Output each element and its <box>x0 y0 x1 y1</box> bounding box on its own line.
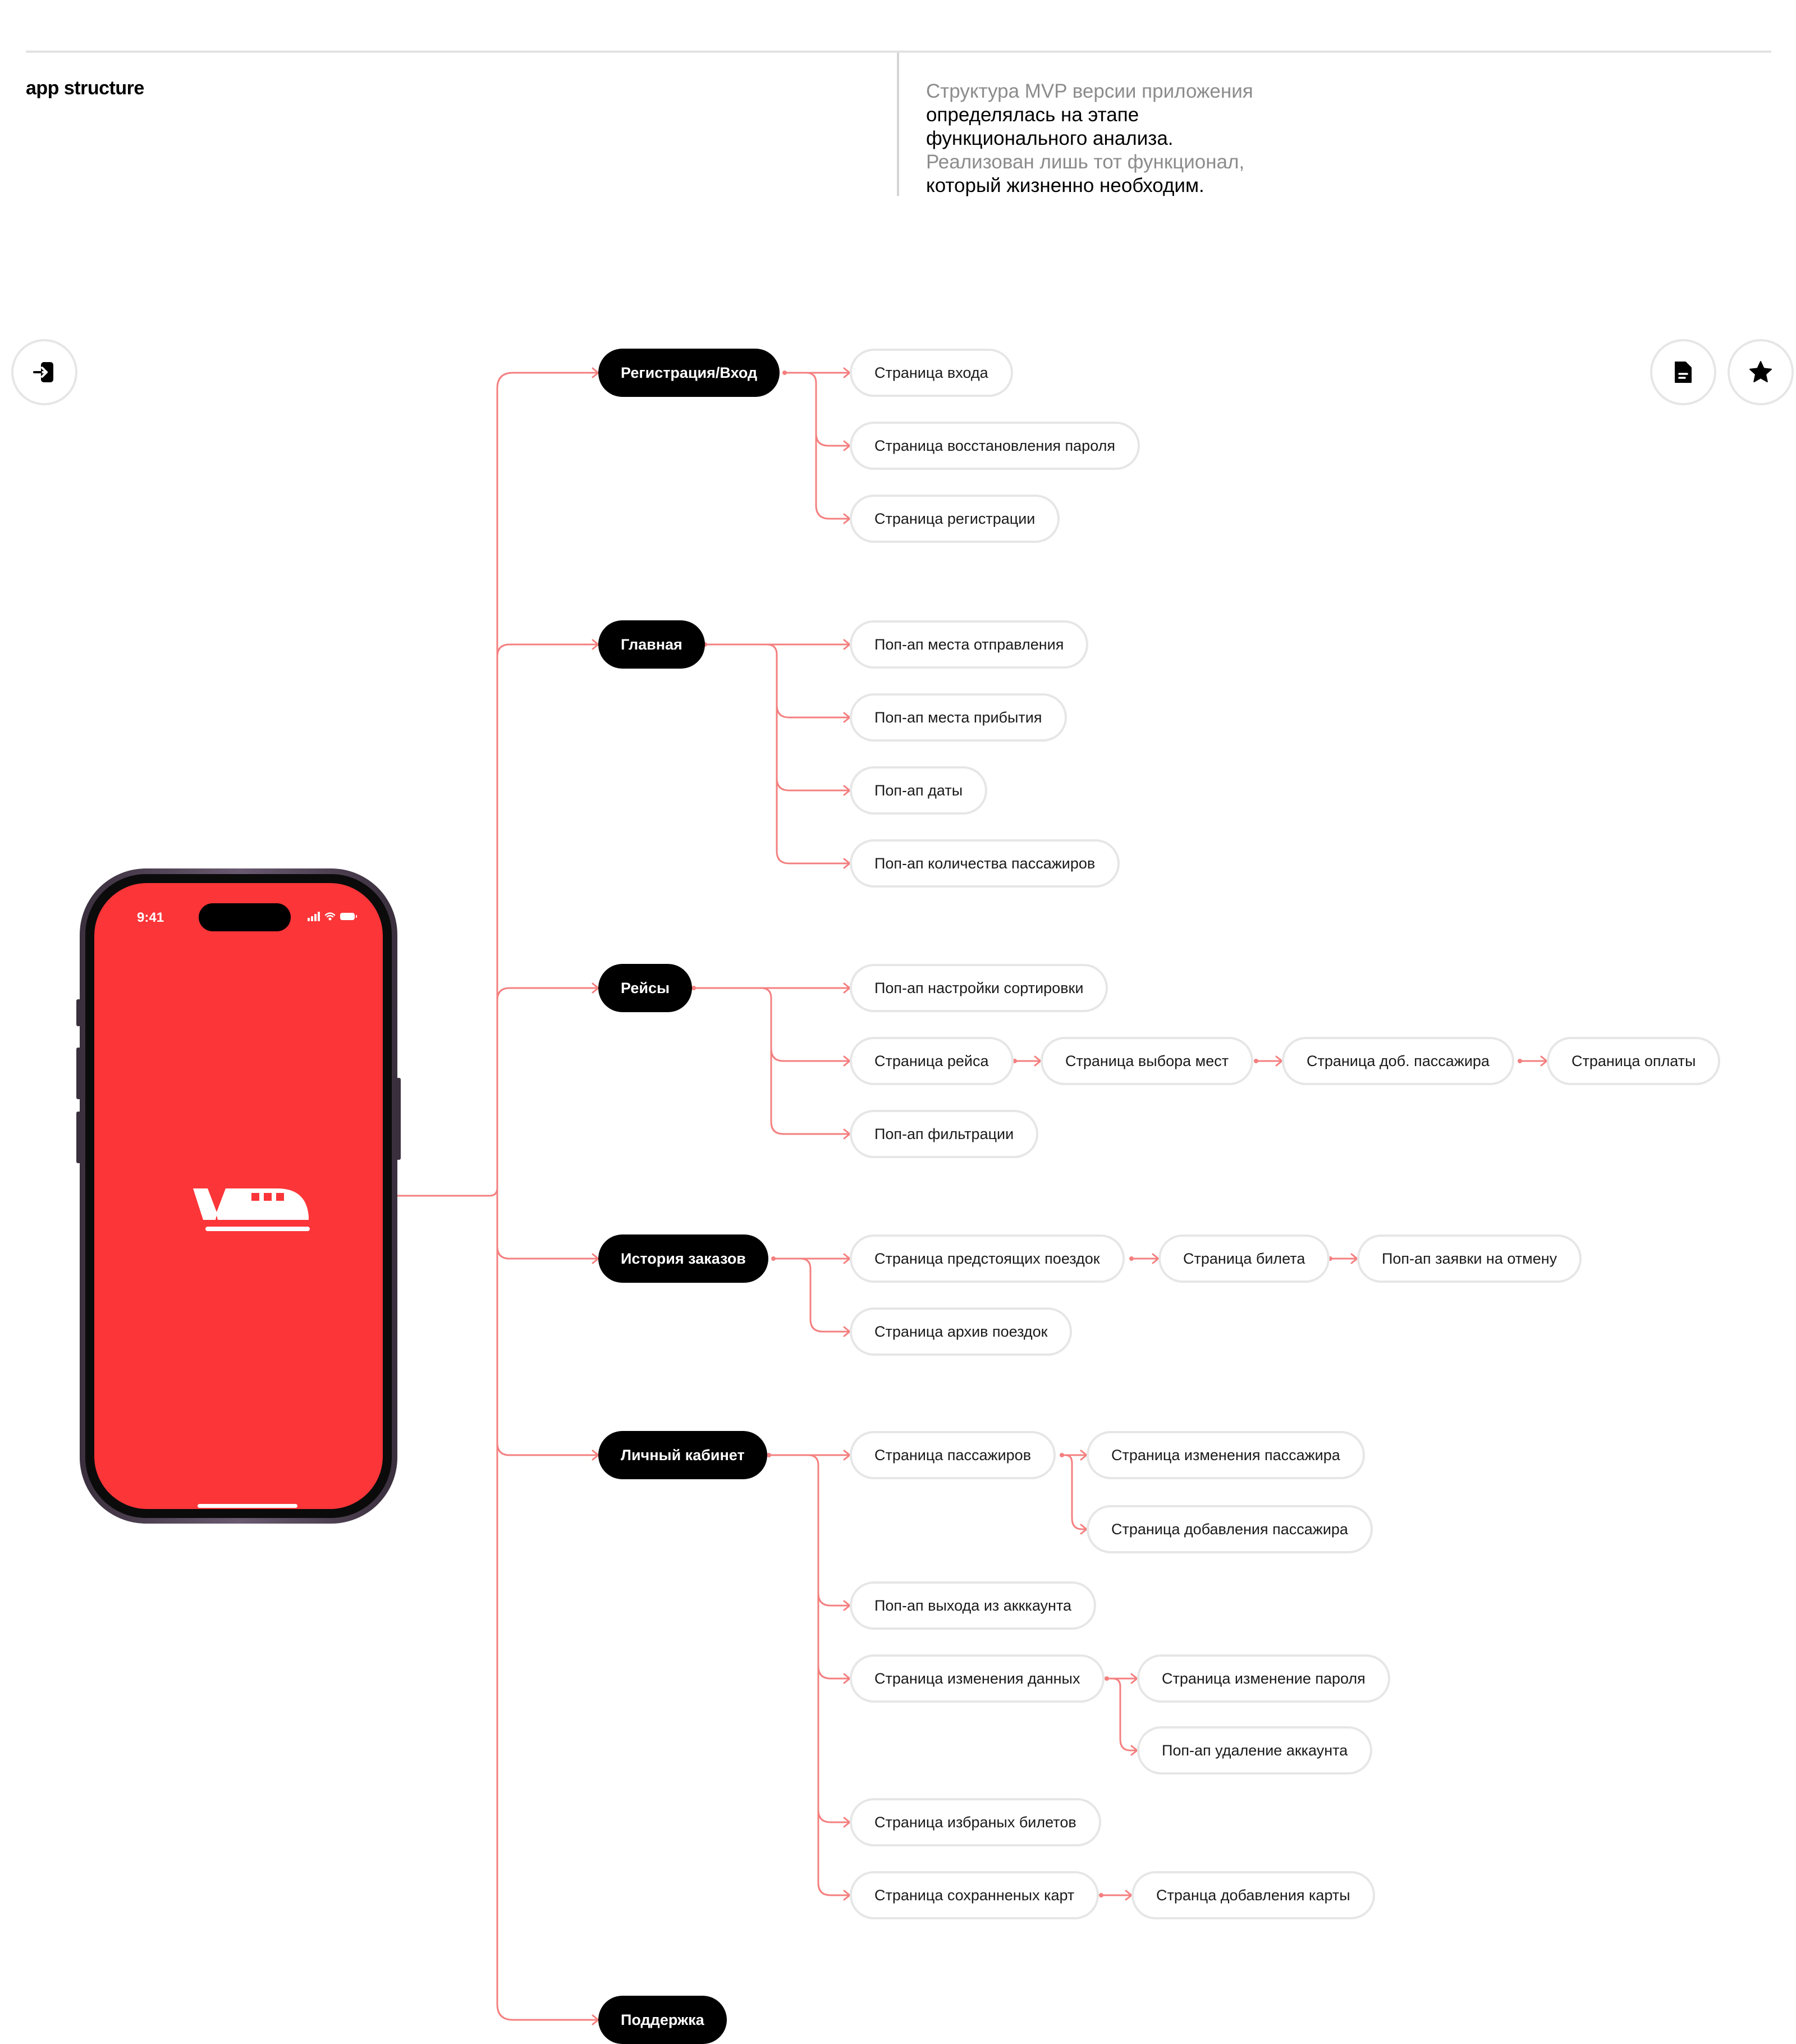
category-support[interactable]: Поддержка <box>598 1996 727 2044</box>
page-edit-data[interactable]: Страница изменения данных <box>850 1654 1105 1703</box>
page-password-recovery[interactable]: Страница восстановления пароля <box>850 422 1140 470</box>
phone-screen <box>94 883 383 1509</box>
status-icons <box>308 910 358 922</box>
connector-account <box>497 1443 598 1455</box>
popup-sorting[interactable]: Поп-ап настройки сортировки <box>850 964 1108 1012</box>
page-login[interactable]: Страница входа <box>850 349 1013 397</box>
intro-line: Реализован лишь тот функционал, <box>926 151 1245 173</box>
page-payment[interactable]: Страница оплаты <box>1547 1037 1720 1085</box>
connector-trunk <box>497 373 598 1196</box>
page-saved-cards[interactable]: Страница сохранненых карт <box>850 1871 1099 1919</box>
login-icon[interactable] <box>11 339 77 405</box>
page-edit-passenger[interactable]: Страница изменения пассажира <box>1087 1431 1365 1479</box>
train-logo-icon <box>193 1186 311 1237</box>
category-orders[interactable]: История заказов <box>598 1234 768 1283</box>
intro-line: Структура MVP версии приложения <box>926 80 1253 102</box>
category-auth[interactable]: Регистрация/Вход <box>598 349 780 397</box>
page-add-card[interactable]: Странца добавления карты <box>1131 1871 1375 1919</box>
page-ticket[interactable]: Страница билета <box>1158 1234 1330 1283</box>
popup-arrival[interactable]: Поп-ап места прибытия <box>850 693 1067 742</box>
page-title: app structure <box>26 77 144 99</box>
popup-logout[interactable]: Поп-ап выхода из акккаунта <box>850 1581 1096 1630</box>
page-change-password[interactable]: Страница изменение пароля <box>1137 1654 1390 1703</box>
intro-line: который жизненно необходим. <box>926 175 1204 196</box>
dynamic-island <box>199 903 291 931</box>
connector-orders <box>497 1246 598 1259</box>
category-main[interactable]: Главная <box>598 620 705 669</box>
popup-departure[interactable]: Поп-ап места отправления <box>850 620 1088 669</box>
category-trips[interactable]: Рейсы <box>598 964 692 1012</box>
connector-auth <box>784 373 850 519</box>
page-trip-archive[interactable]: Страница архив поездок <box>850 1307 1072 1356</box>
popup-passenger-count[interactable]: Поп-ап количества пассажиров <box>850 839 1120 888</box>
connector-trips <box>497 988 598 1000</box>
popup-delete-account[interactable]: Поп-ап удаление аккаунта <box>1137 1726 1372 1775</box>
page-passengers[interactable]: Страница пассажиров <box>850 1431 1056 1479</box>
popup-cancel-request[interactable]: Поп-ап заявки на отмену <box>1357 1234 1582 1283</box>
document-icon[interactable] <box>1650 339 1716 405</box>
intro-line: определялась на этапе <box>926 104 1139 126</box>
page-trip[interactable]: Страница рейса <box>850 1037 1014 1085</box>
page-new-passenger[interactable]: Страница добавления пассажира <box>1087 1505 1373 1553</box>
star-icon[interactable] <box>1728 339 1794 405</box>
category-account[interactable]: Личный кабинет <box>598 1431 767 1479</box>
connector-account-leaves <box>768 1455 850 1895</box>
status-time: 9:41 <box>137 910 164 925</box>
connector-orders-leaves <box>772 1259 850 1332</box>
intro-line: функционального анализа. <box>926 127 1174 149</box>
popup-date[interactable]: Поп-ап даты <box>850 766 987 815</box>
page-seat-selection[interactable]: Страница выбора мест <box>1041 1037 1253 1085</box>
page-registration[interactable]: Страница регистрации <box>850 495 1060 543</box>
popup-filter[interactable]: Поп-ап фильтрации <box>850 1110 1038 1158</box>
connector-trips-leaves <box>693 988 850 1134</box>
connector-arrowheads <box>593 368 598 2024</box>
connector-home <box>704 644 850 863</box>
page-upcoming-trips[interactable]: Страница предстоящих поездок <box>850 1234 1125 1283</box>
connector-main <box>497 644 598 657</box>
page-add-passenger[interactable]: Страница доб. пассажира <box>1282 1037 1514 1085</box>
home-indicator <box>198 1504 297 1508</box>
connector-phone-trunk <box>393 1188 497 1196</box>
page-favorite-tickets[interactable]: Страница избраных билетов <box>850 1798 1101 1846</box>
connector-trunk <box>497 1196 598 2020</box>
phone-mockup <box>80 868 397 1524</box>
